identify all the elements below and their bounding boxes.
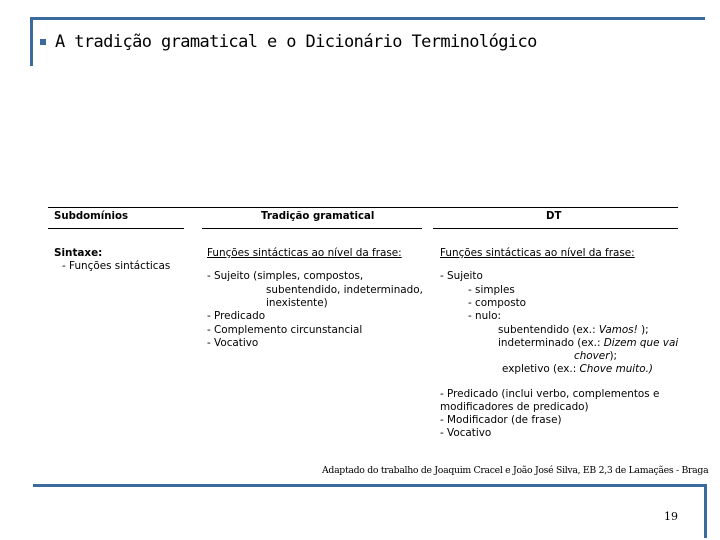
col2-line: - Sujeito (simples, compostos, bbox=[207, 270, 364, 282]
col3-predicado-2: modificadores de predicado) bbox=[440, 401, 589, 413]
col2-heading: Funções sintácticas ao nível da frase: bbox=[207, 247, 402, 259]
col3-sujeito: - Sujeito bbox=[440, 270, 483, 282]
col3-subentendido-text: subentendido (ex.: bbox=[498, 324, 599, 336]
footer-rule bbox=[33, 484, 707, 487]
col3-composto: - composto bbox=[468, 297, 527, 309]
col3-simples: - simples bbox=[468, 284, 515, 296]
page-number: 19 bbox=[664, 510, 678, 523]
col2-line: - Predicado bbox=[207, 310, 266, 322]
col3-modificador: - Modificador (de frase) bbox=[440, 414, 562, 426]
header-rule-3 bbox=[433, 228, 678, 229]
col3-vocativo: - Vocativo bbox=[440, 427, 492, 439]
title-frame-top bbox=[30, 17, 705, 20]
col3-subentendido-suffix: ); bbox=[637, 324, 649, 336]
col3-indeterminado-suffix: ); bbox=[609, 350, 618, 362]
col3-indeterminado bbox=[498, 337, 678, 350]
col2-line: subentendido, indeterminado, bbox=[266, 284, 423, 296]
col1-line2: - Funções sintácticas bbox=[62, 260, 171, 272]
footer-right-rule bbox=[704, 484, 707, 538]
col3-indeterminado-example2: chover bbox=[574, 350, 610, 362]
header-rule-2 bbox=[202, 228, 422, 229]
col3-expletivo-example: Chove muito.) bbox=[579, 363, 653, 375]
col2-line: - Complemento circunstancial bbox=[207, 324, 363, 336]
bullet-icon bbox=[40, 39, 46, 45]
col3-heading: Funções sintácticas ao nível da frase: bbox=[440, 247, 635, 259]
col3-subentendido-example: Vamos! bbox=[598, 324, 638, 336]
col2-line: inexistente) bbox=[266, 297, 328, 309]
col3-nulo: - nulo: bbox=[468, 310, 501, 322]
col3-expletivo-text: expletivo (ex.: bbox=[502, 363, 580, 375]
col3-indeterminado-example: Dizem que vai bbox=[603, 337, 679, 349]
col3-expletivo bbox=[502, 363, 653, 376]
header-subdominios: Subdomínios bbox=[54, 211, 129, 222]
col3-indeterminado-text: indeterminado (ex.: bbox=[498, 337, 604, 349]
title-frame-left bbox=[30, 17, 33, 66]
col2-line: - Vocativo bbox=[207, 337, 259, 349]
footnote: Adaptado do trabalho de Joaquim Cracel e João José Silva, EB 2,3 de Lamaçães - Braga bbox=[322, 465, 709, 476]
col3-indeterminado-cont bbox=[574, 350, 617, 363]
header-rule-1 bbox=[48, 228, 184, 229]
col3-predicado-1: - Predicado (inclui verbo, complementos e bbox=[440, 388, 660, 400]
table-top-rule bbox=[48, 207, 678, 208]
col3-subentendido bbox=[498, 324, 649, 337]
slide-title: A tradição gramatical e o Dicionário Terminológico bbox=[55, 32, 537, 52]
header-dt: DT bbox=[546, 211, 562, 222]
header-tradicao: Tradição gramatical bbox=[261, 211, 375, 222]
col1-line1: Sintaxe: bbox=[54, 247, 103, 259]
